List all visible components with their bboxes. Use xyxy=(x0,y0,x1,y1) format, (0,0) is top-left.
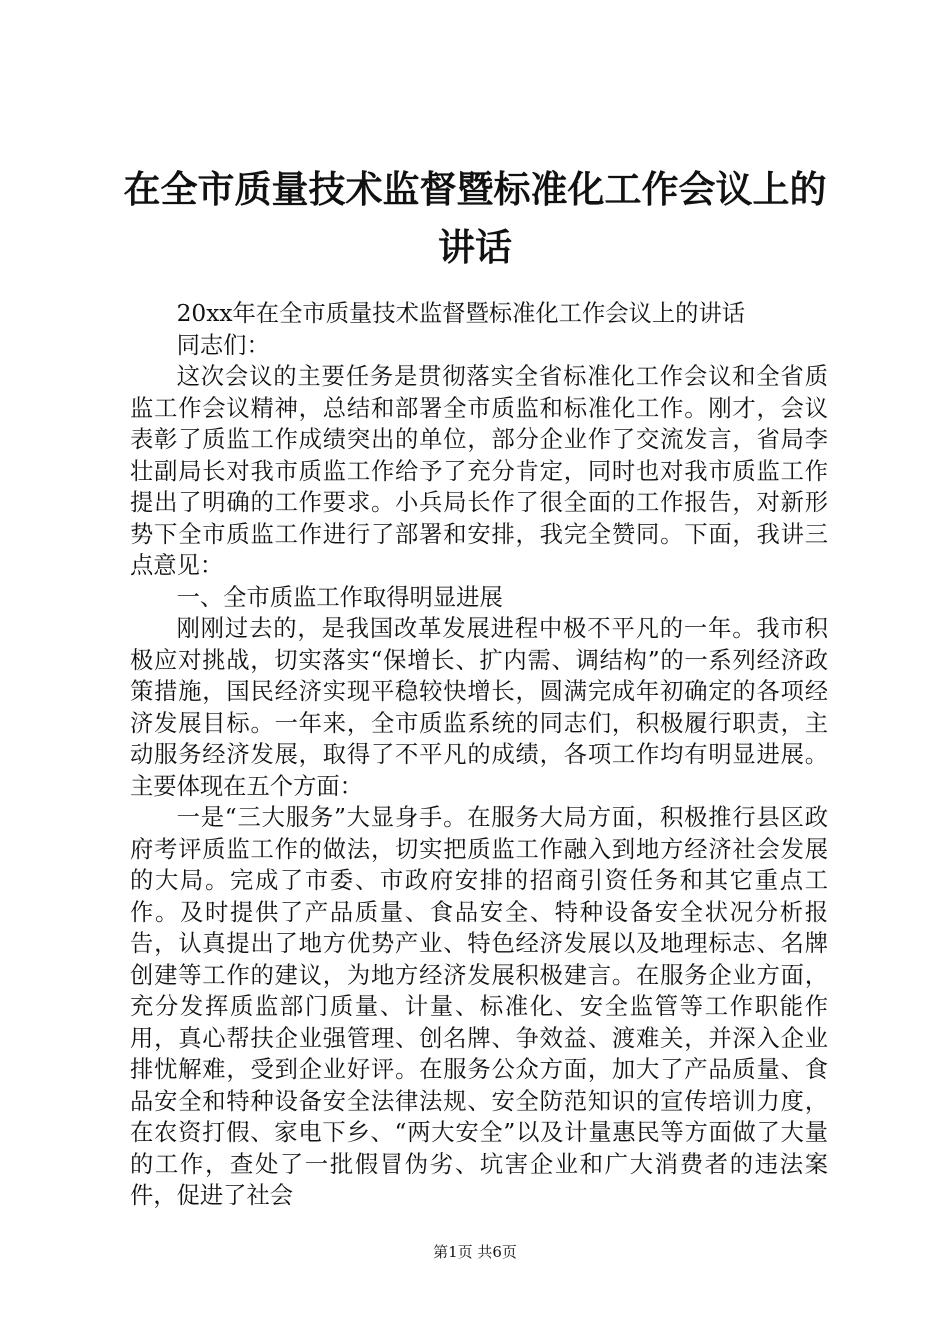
paragraph: 这次会议的主要任务是贯彻落实全省标准化工作会议和全省质监工作会议精神，总结和部署全市质监和标准化工作。刚才，会议表彰了质监工作成绩突出的单位，部分企业作了交流发言，省局李壮副局长对我市质监工作给予了充分肯定，同时也对我市质监工作提出了明确的工作要求。小兵局长作了很全面的工作报告，对新形势下全市质监工作进行了部署和安排，我完全赞同。下面，我讲三点意见： xyxy=(130,363,828,579)
paragraph-subtitle: 20xx年在全市质量技术监督暨标准化工作会议上的讲话 xyxy=(176,300,746,327)
section-heading: 一、全市质监工作取得明显进展 xyxy=(176,583,503,611)
paragraph-salutation: 同志们： xyxy=(176,331,270,359)
document-title: 在全市质量技术监督暨标准化工作会议上的讲话 xyxy=(123,167,827,269)
paragraph: 刚刚过去的，是我国改革发展进程中极不平凡的一年。我市积极应对挑战，切实落实“保增长、扩内需、调结构”的一系列经济政策措施，国民经济实现平稳较快增长，圆满完成年初确定的各项经济发展目标。一年来，全市质监系统的同志们，积极履行职责，主动服务经济发展，取得了不平凡的成绩，各项工作均有明显进展。主要体现在五个方面： xyxy=(130,615,828,800)
document-body xyxy=(130,298,828,1212)
paragraph: 一是“三大服务”大显身手。在服务大局方面，积极推行县区政府考评质监工作的做法，切实把质监工作融入到地方经济社会发展的大局。完成了市委、市政府安排的招商引资任务和其它重点工作。及时提供了产品质量、食品安全、特种设备安全状况分析报告，认真提出了地方优势产业、特色经济发展以及地理标志、名牌创建等工作的建议，为地方经济发展积极建言。在服务企业方面，充分发挥质监部门质量、计量、标准化、安全监管等工作职能作用，真心帮扶企业强管理、创名牌、争效益、渡难关，并深入企业排忧解难，受到企业好评。在服务公众方面，加大了产品质量、食品安全和特种设备安全法律法规、安全防范知识的宣传培训力度，在农资打假、家电下乡、“两大安全”以及计量惠民等方面做了大量的工作，查处了一批假冒伪劣、坑害企业和广大消费者的违法案件，促进了社会 xyxy=(130,804,828,1209)
page-footer: 第1页 共6页 xyxy=(433,1243,517,1261)
